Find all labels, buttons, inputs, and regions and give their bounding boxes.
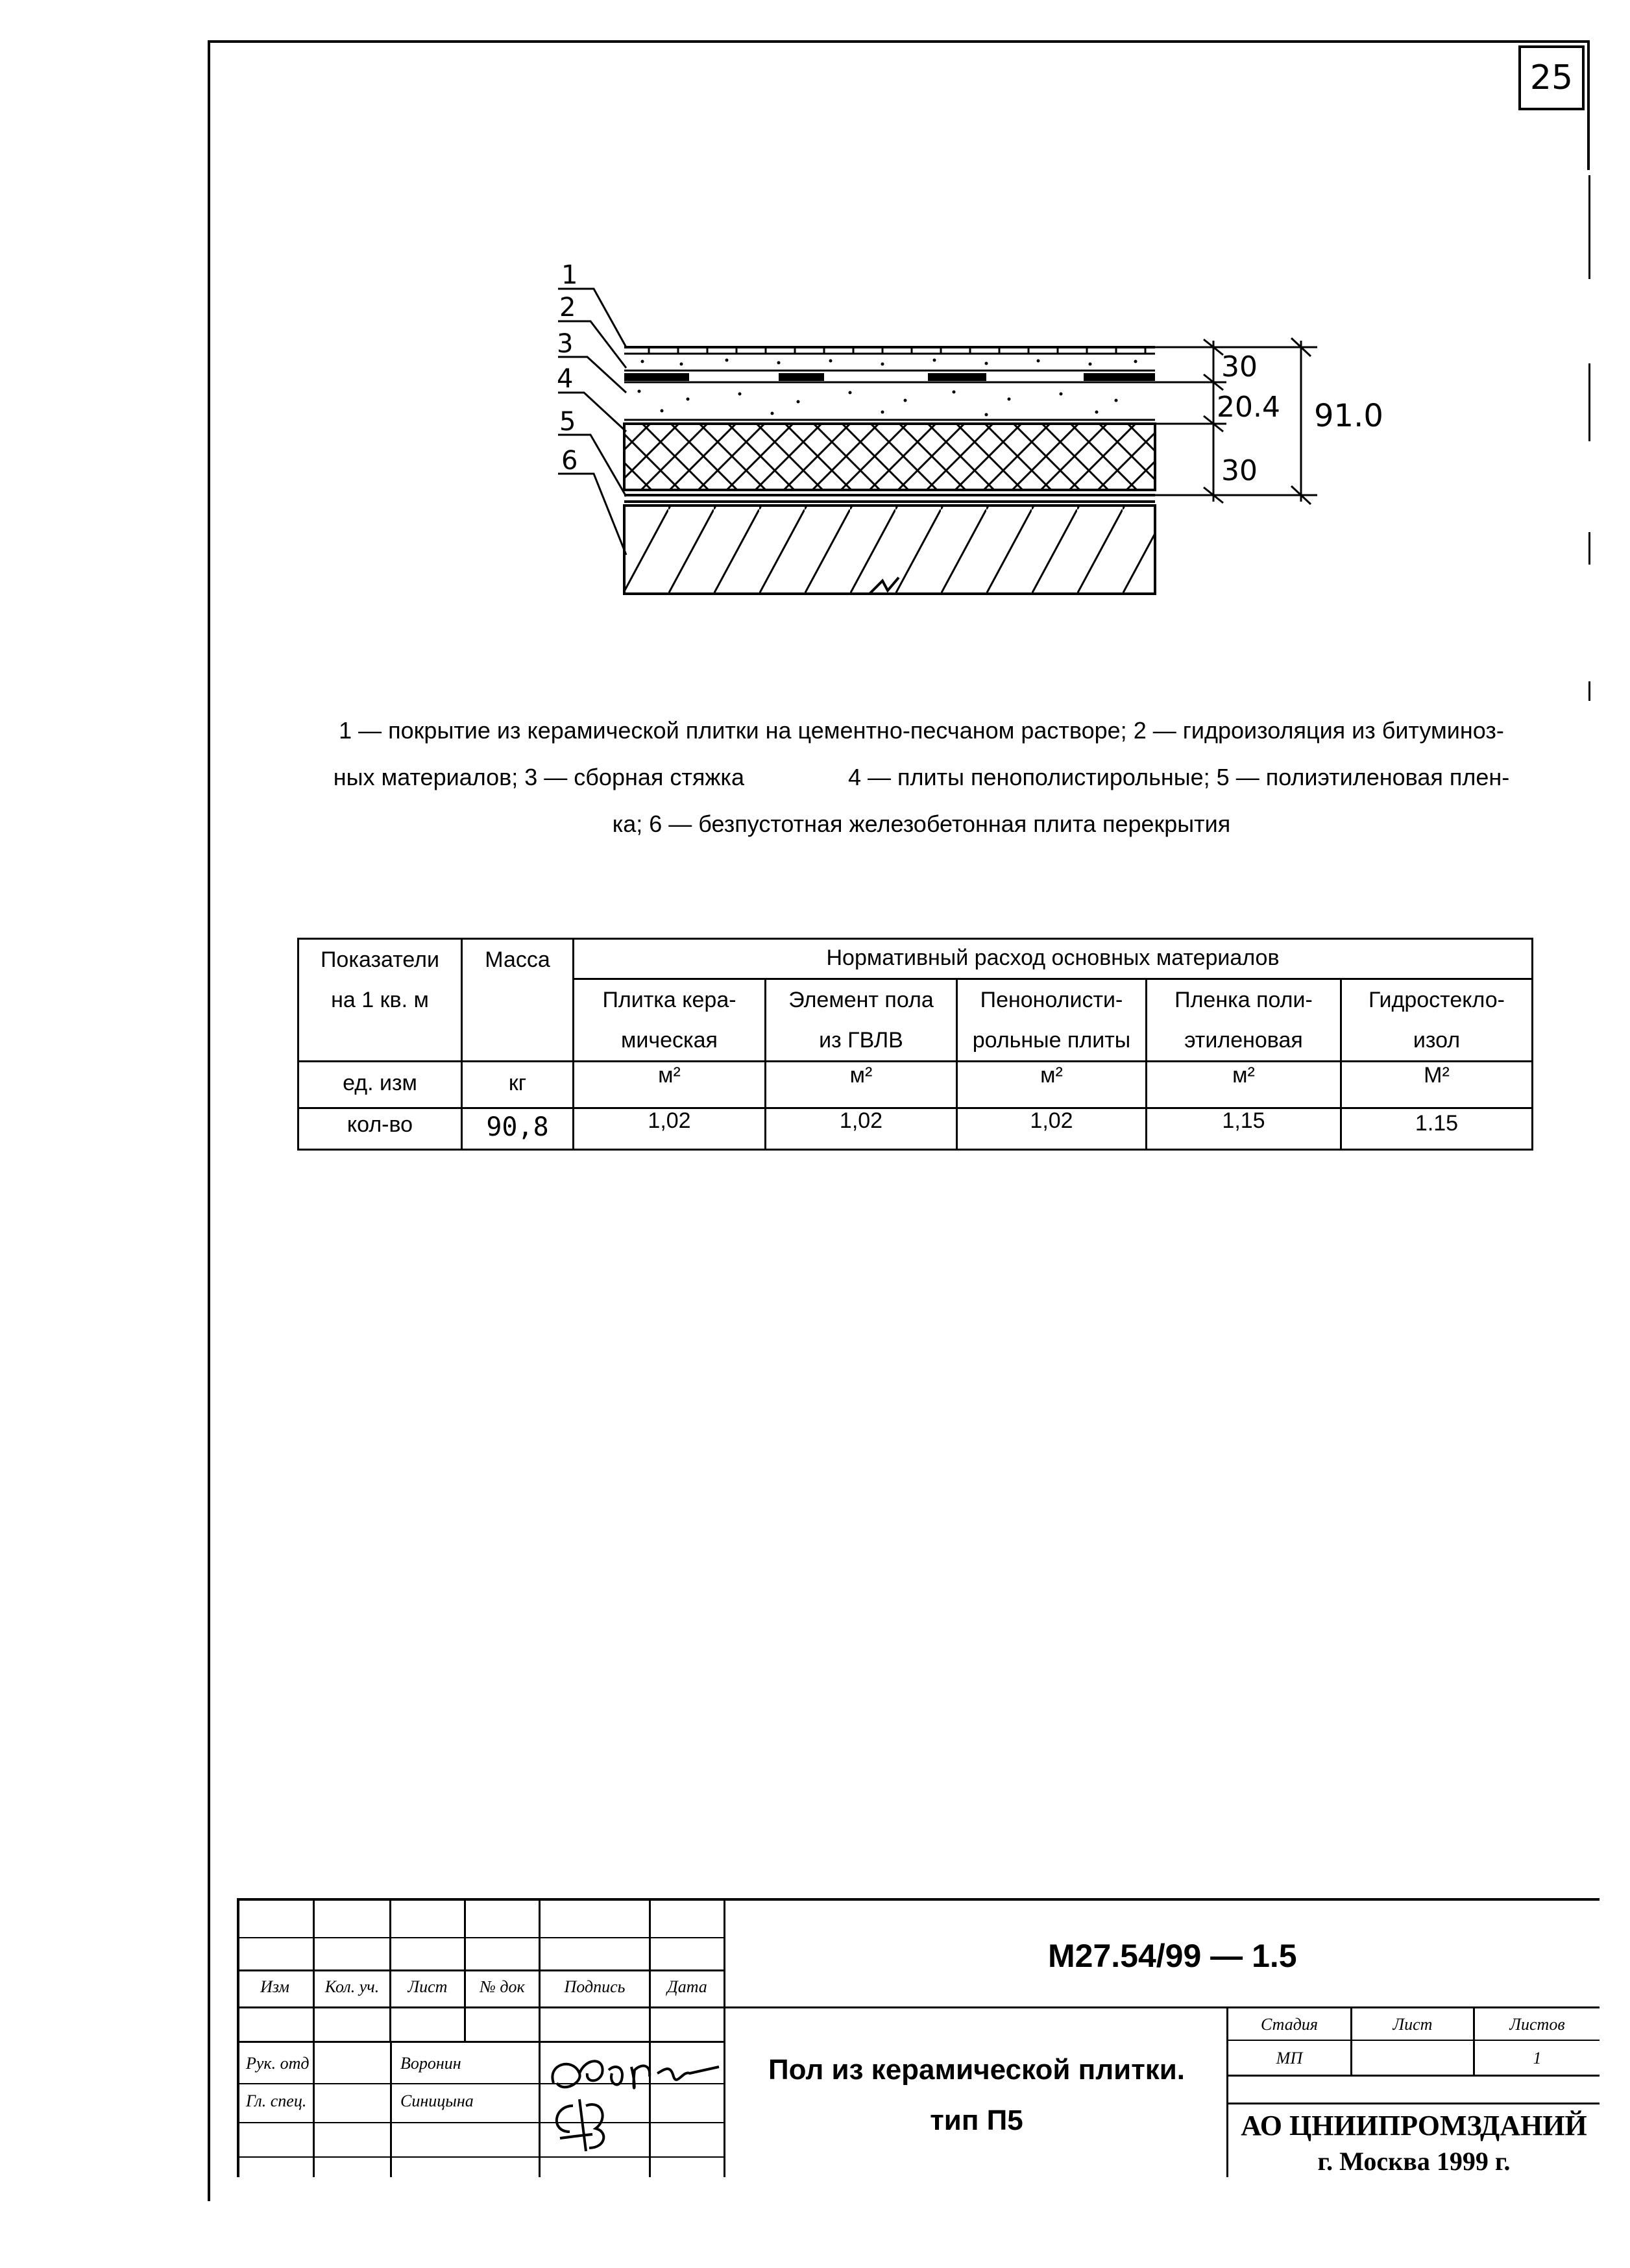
stamp-col-header: Изм xyxy=(260,1977,289,1996)
sheets-label: Листов xyxy=(1509,2015,1565,2034)
organization-city-year: г. Москва 1999 г. xyxy=(1317,2147,1511,2176)
material-unit: м² xyxy=(1147,1062,1341,1108)
header-indicators: Показатели на 1 кв. м xyxy=(298,939,462,1062)
layer-label: 3 xyxy=(557,329,574,359)
frame-right-border xyxy=(1588,175,1590,279)
sheet-label: Лист xyxy=(1393,2015,1433,2034)
title-block xyxy=(237,1898,1600,2203)
layer-polystyrene xyxy=(624,424,1155,490)
stamp-col-header: Дата xyxy=(667,1977,707,1996)
stamp-name: Воронин xyxy=(400,2054,461,2073)
stamp-col-header: Лист xyxy=(408,1977,448,1996)
mass-value: 90,8 xyxy=(462,1108,574,1150)
header-material: Пенонолисти- рольные плиты xyxy=(957,979,1147,1062)
sheets-value: 1 xyxy=(1533,2049,1542,2067)
header-norm-consumption: Нормативный расход основных материалов xyxy=(574,939,1533,979)
layer-label: 4 xyxy=(557,364,574,394)
organization-name: АО ЦНИИПРОМЗДАНИЙ xyxy=(1241,2110,1587,2141)
frame-left-border xyxy=(208,40,210,2201)
frame-top-border xyxy=(208,40,1590,43)
layer-waterproofing xyxy=(624,371,1155,382)
stamp-col-header: Кол. уч. xyxy=(324,1977,380,1996)
material-qty: 1,15 xyxy=(1147,1108,1341,1150)
dimension-value: 30 xyxy=(1221,454,1258,487)
header-material: Элемент пола из ГВЛВ xyxy=(766,979,957,1062)
stage-value: МП xyxy=(1276,2049,1303,2067)
caption-line: ных материалов; 3 — сборная стяжка 4 — плиты пенополистирольные; 5 — полиэтиленовая плен- xyxy=(333,764,1510,790)
material-unit: м² xyxy=(766,1062,957,1108)
header-material: Гидростекло- изол xyxy=(1341,979,1533,1062)
layer-label: 1 xyxy=(561,260,578,290)
floor-section-drawing xyxy=(532,256,1428,607)
mass-unit: кг xyxy=(462,1062,574,1108)
frame-right-border xyxy=(1588,363,1590,441)
dimension-total: 91.0 xyxy=(1314,398,1383,434)
drawing-type: тип П5 xyxy=(930,2104,1023,2136)
frame-right-border xyxy=(1588,532,1590,565)
layer-label: 2 xyxy=(559,293,576,323)
drawing-title: Пол из керамической плитки. xyxy=(768,2054,1186,2086)
stamp-role: Рук. отд xyxy=(246,2054,310,2073)
frame-right-border xyxy=(1587,40,1590,170)
material-qty: 1.15 xyxy=(1341,1108,1533,1150)
caption-line: ка; 6 — безпустотная железобетонная плита перекрытия xyxy=(612,811,1231,837)
stamp-col-header: № док xyxy=(480,1977,525,1996)
layer-concrete-slab xyxy=(624,506,1155,594)
frame-right-border xyxy=(1588,681,1590,701)
stamp-role: Гл. спец. xyxy=(246,2091,307,2110)
layer-screed xyxy=(624,390,1155,421)
document-code: М27.54/99 — 1.5 xyxy=(1048,1938,1297,1974)
header-mass: Масса xyxy=(462,939,574,1062)
stage-label: Стадия xyxy=(1260,2015,1319,2034)
qty-row-label: кол-во xyxy=(298,1108,462,1150)
layer-label: 6 xyxy=(561,446,578,476)
layer-label: 5 xyxy=(559,407,576,437)
material-qty: 1,02 xyxy=(574,1108,766,1150)
header-material: Плитка кера- мическая xyxy=(574,979,766,1062)
header-material: Пленка поли- этиленовая xyxy=(1147,979,1341,1062)
materials-table xyxy=(297,938,1533,1151)
dimension-value: 20.4 xyxy=(1217,391,1280,424)
material-qty: 1,02 xyxy=(957,1108,1147,1150)
material-unit: м² xyxy=(957,1062,1147,1108)
material-unit: м² xyxy=(574,1062,766,1108)
dimension-value: 30 xyxy=(1221,350,1258,384)
caption-line: 1 — покрытие из керамической плитки на цементно-песчаном растворе; 2 — гидроизоляция из битуминоз- xyxy=(339,717,1504,744)
sheet-number: 25 xyxy=(1518,45,1585,110)
layer-tile xyxy=(624,347,1155,366)
stamp-name: Синицына xyxy=(400,2091,474,2110)
signature-sinitsyna xyxy=(541,2093,631,2164)
layer-pe-film xyxy=(624,495,1155,502)
material-qty: 1,02 xyxy=(766,1108,957,1150)
unit-row-label: ед. изм xyxy=(298,1062,462,1108)
stamp-col-header: Подпись xyxy=(564,1977,626,1996)
material-unit: М² xyxy=(1341,1062,1533,1108)
